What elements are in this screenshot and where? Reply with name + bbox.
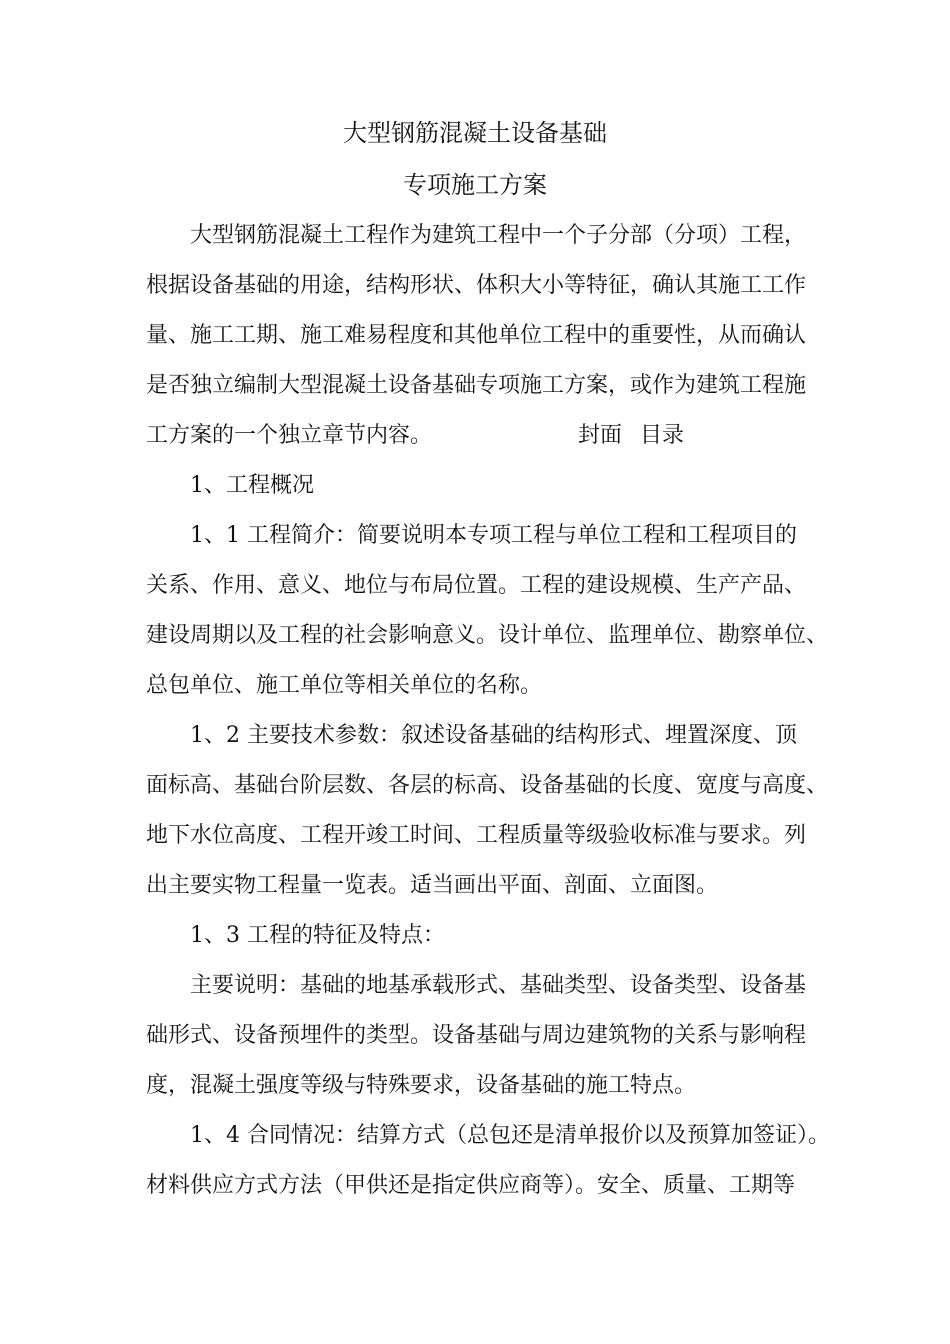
document-title: 大型钢筋混凝土设备基础: [343, 119, 607, 147]
paragraph-line: 总包单位、施工单位等相关单位的名称。: [146, 673, 543, 698]
intro-line: 根据设备基础的用途，结构形状、体积大小等特征，确认其施工工作: [146, 273, 807, 298]
paragraph-line: 1、2 主要技术参数：叙述设备基础的结构形式、埋置深度、顶: [190, 723, 797, 748]
intro-line: 量、施工工期、施工难易程度和其他单位工程中的重要性，从而确认: [146, 323, 807, 348]
paragraph-line: 建设周期以及工程的社会影响意义。设计单位、监理单位、勘察单位、: [146, 623, 829, 648]
document-subtitle: 专项施工方案: [403, 171, 547, 199]
intro-line: 工方案的一个独立章节内容。: [146, 423, 433, 448]
intro-line: 大型钢筋混凝土工程作为建筑工程中一个子分部（分项）工程，: [190, 223, 807, 248]
paragraph-line: 度，混凝土强度等级与特殊要求，设备基础的施工特点。: [146, 1073, 697, 1098]
navigation-links: [578, 421, 684, 451]
paragraph-line: 1、4 合同情况：结算方式（总包还是清单报价以及预算加签证）。: [190, 1123, 830, 1148]
section-heading: 1、工程概况: [190, 473, 314, 498]
paragraph-line: 关系、作用、意义、地位与布局位置。工程的建设规模、生产产品、: [146, 573, 807, 598]
paragraph-line: 础形式、设备预埋件的类型。设备基础与周边建筑物的关系与影响程: [146, 1023, 807, 1048]
paragraph-line: 1、1 工程简介：简要说明本专项工程与单位工程和工程项目的: [190, 523, 797, 548]
paragraph-line: 地下水位高度、工程开竣工时间、工程质量等级验收标准与要求。列: [146, 823, 807, 848]
cover-link[interactable]: 封面: [578, 423, 623, 448]
paragraph-line: 材料供应方式方法（甲供还是指定供应商等）。安全、质量、工期等: [146, 1173, 796, 1198]
subsection-heading: 1、3 工程的特征及特点：: [190, 923, 445, 948]
paragraph-line: 面标高、基础台阶层数、各层的标高、设备基础的长度、宽度与高度、: [146, 773, 829, 798]
paragraph-line: 出主要实物工程量一览表。适当画出平面、剖面、立面图。: [146, 873, 719, 898]
toc-link[interactable]: 目录: [640, 423, 685, 448]
intro-line: 是否独立编制大型混凝土设备基础专项施工方案，或作为建筑工程施: [146, 373, 807, 398]
paragraph-line: 主要说明：基础的地基承载形式、基础类型、设备类型、设备基: [190, 973, 807, 998]
